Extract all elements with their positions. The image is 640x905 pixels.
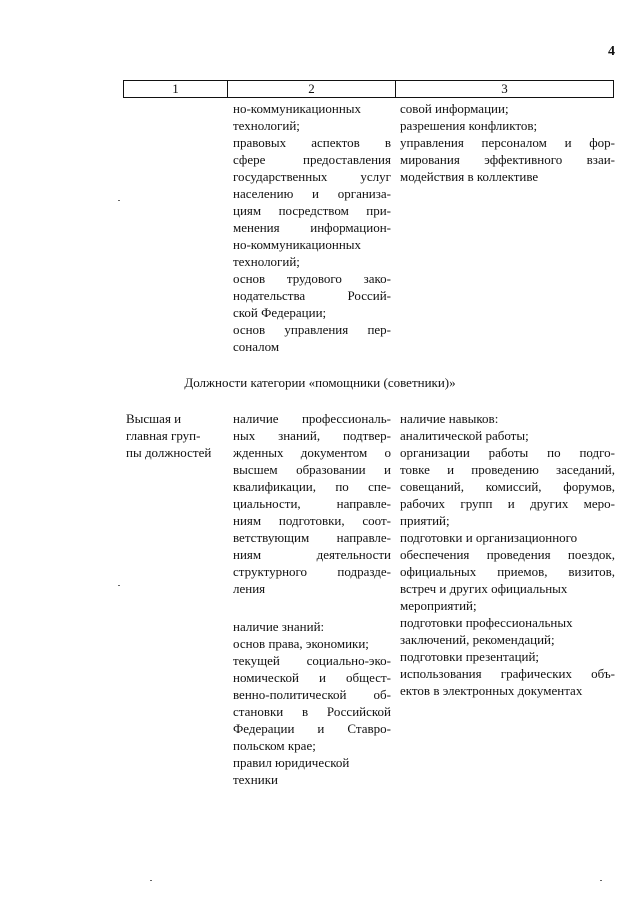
text-line: управления персоналом и фор- xyxy=(400,135,615,150)
text-line: менения информацион- xyxy=(233,220,391,235)
text-line: наличие навыков: xyxy=(400,411,499,426)
text-line: совой информации; xyxy=(400,101,509,116)
scan-speck xyxy=(600,880,602,881)
text-line: квалификации, по спе- xyxy=(233,479,391,494)
text-line: приятий; xyxy=(400,513,450,528)
text-line: населению и организа- xyxy=(233,186,391,201)
text-line: подготовки и организационного xyxy=(400,530,578,545)
text-line: обеспечения проведения поездок, xyxy=(400,547,615,562)
text-line: Высшая и xyxy=(126,411,182,426)
text-line: Федерации и Ставро- xyxy=(233,721,391,736)
text-line: ектов в электронных документах xyxy=(400,683,583,698)
text-line: мероприятий; xyxy=(400,598,477,613)
text-line: заключений, рекомендаций; xyxy=(400,632,555,647)
text-line: официальных приемов, визитов, xyxy=(400,564,615,579)
scan-speck xyxy=(150,880,152,881)
text-line: ской Федерации; xyxy=(233,305,327,320)
text-line: венно-политической об- xyxy=(233,687,391,702)
text-line: но-коммуникационных xyxy=(233,237,362,252)
text-line: наличие знаний: xyxy=(233,619,325,634)
text-line: наличие профессиональ- xyxy=(233,411,391,426)
text-line: основ трудового зако- xyxy=(233,271,391,286)
text-line: основ управления пер- xyxy=(233,322,391,337)
header-col-3: 3 xyxy=(501,81,508,96)
text-line: высшем образовании и xyxy=(233,462,391,477)
text-line: использования графических объ- xyxy=(400,666,615,681)
text-line: правовых аспектов в xyxy=(233,135,391,150)
text-line: главная груп- xyxy=(126,428,201,443)
text-line: ления xyxy=(233,581,266,596)
header-col-2: 2 xyxy=(228,81,396,97)
text-line: польском крае; xyxy=(233,738,316,753)
text-line: мирования эффективного взаи- xyxy=(400,152,615,167)
group-col2-skills-text xyxy=(233,410,391,597)
table-header-row xyxy=(123,80,614,98)
text-line: модействия в коллективе xyxy=(400,169,539,184)
header-col-1: 1 xyxy=(124,81,228,97)
scan-speck xyxy=(118,585,120,586)
text-line: становки в Российской xyxy=(233,704,391,719)
text-line: организации работы по подго- xyxy=(400,445,615,460)
scan-speck xyxy=(118,200,120,201)
group-col3-text xyxy=(400,410,615,699)
text-line: техники xyxy=(233,772,278,787)
text-line: встреч и других официальных xyxy=(400,581,568,596)
text-line: технологий; xyxy=(233,254,300,269)
text-line: ниям подготовки, соот- xyxy=(233,513,391,528)
text-line: циальности, направле- xyxy=(233,496,391,511)
text-line: структурного подразде- xyxy=(233,564,391,579)
top-col2-text xyxy=(233,100,391,355)
text-line: основ права, экономики; xyxy=(233,636,369,651)
text-line: пы должностей xyxy=(126,445,212,460)
top-col3-text xyxy=(400,100,615,185)
text-line: циям посредством при- xyxy=(233,203,391,218)
text-line: ветствующим направле- xyxy=(233,530,391,545)
text-line: сфере предоставления xyxy=(233,152,391,167)
text-line: ниям деятельности xyxy=(233,547,391,562)
text-line: номической и общест- xyxy=(233,670,391,685)
text-line: жденных документом о xyxy=(233,445,391,460)
text-line: нодательства Россий- xyxy=(233,288,391,303)
text-line: текущей социально-эко- xyxy=(233,653,391,668)
text-line: но-коммуникационных xyxy=(233,101,362,116)
page-number: 4 xyxy=(608,44,615,59)
text-line: разрешения конфликтов; xyxy=(400,118,538,133)
text-line: государственных услуг xyxy=(233,169,391,184)
text-line: соналом xyxy=(233,339,280,354)
text-line: товке и проведению заседаний, xyxy=(400,462,615,477)
group-col2-knowledge-text xyxy=(233,618,391,788)
group-col1-text xyxy=(126,410,230,461)
text-line: подготовки профессиональных xyxy=(400,615,573,630)
text-line: совещаний, комиссий, форумов, xyxy=(400,479,615,494)
text-line: правил юридической xyxy=(233,755,350,770)
text-line: аналитической работы; xyxy=(400,428,529,443)
text-line: рабочих групп и других меро- xyxy=(400,496,615,511)
section-title: Должности категории «помощники (советники)» xyxy=(184,375,456,390)
text-line: ных знаний, подтвер- xyxy=(233,428,391,443)
text-line: технологий; xyxy=(233,118,300,133)
text-line: подготовки презентаций; xyxy=(400,649,540,664)
